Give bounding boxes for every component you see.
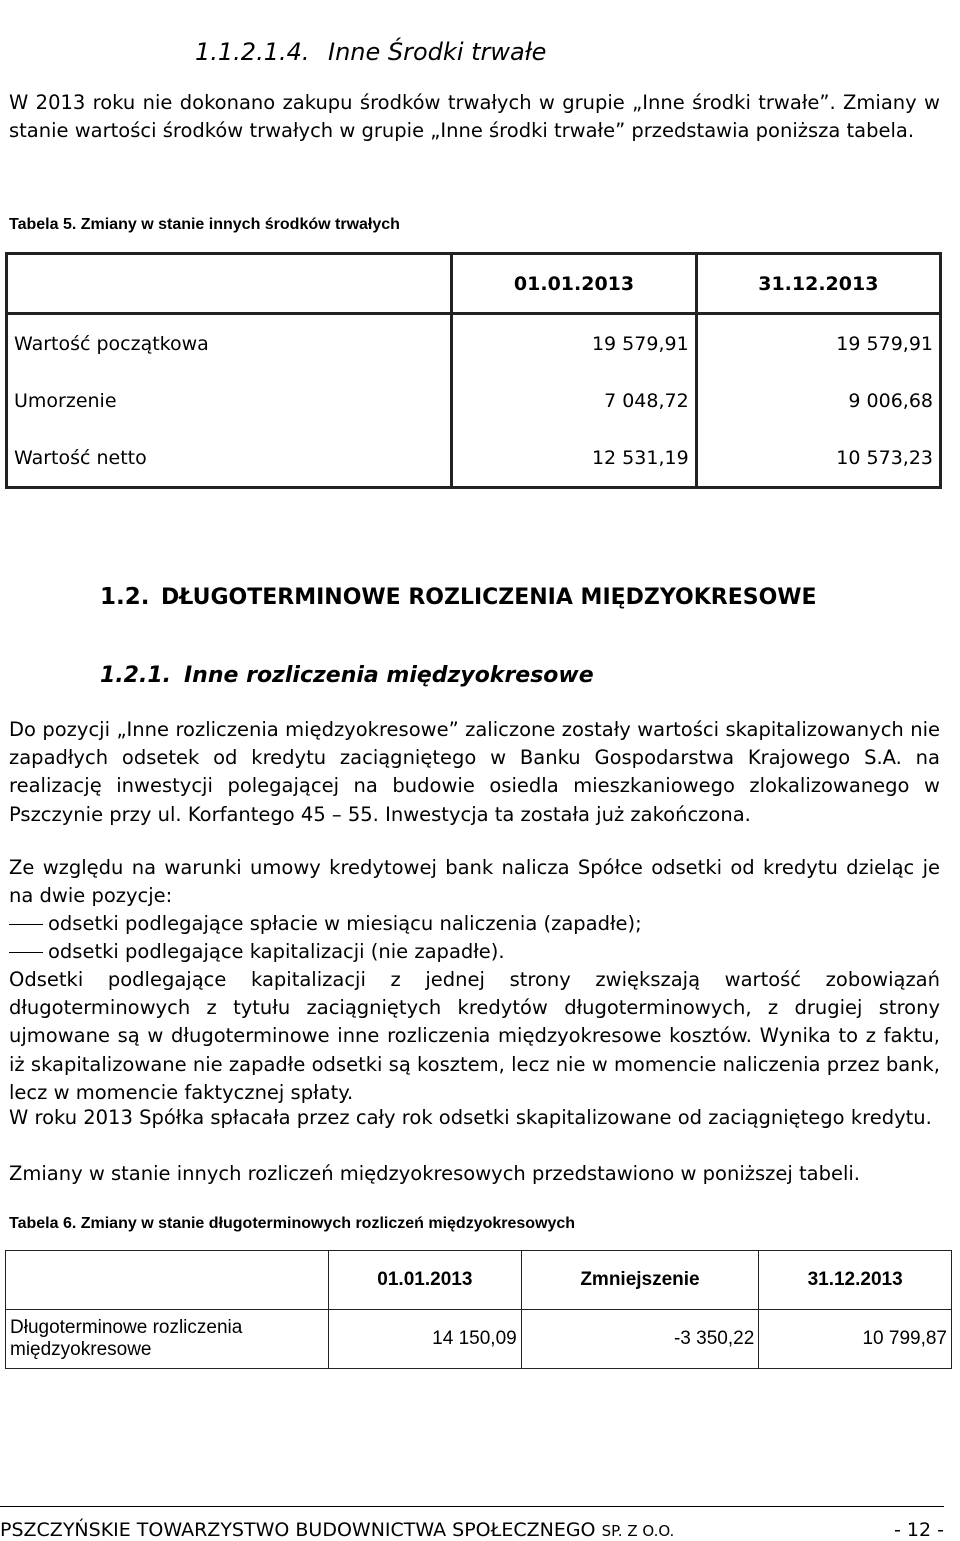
- table-row: [6, 1310, 952, 1369]
- section-number: 1.1.2.1.4.: [195, 38, 310, 66]
- table5-header-blank: [7, 254, 452, 314]
- bullet-item-1: [9, 910, 940, 938]
- bullet-text: odsetki podlegające spłacie w miesiącu naliczenia (zapadłe);: [48, 912, 642, 935]
- footer-company-suffix: SP. Z O.O.: [601, 1522, 675, 1540]
- dash-bullet-icon: [9, 924, 43, 925]
- bullet-text: odsetki podlegające kapitalizacji (nie zapadłe).: [48, 940, 505, 963]
- dash-bullet-icon: [9, 952, 43, 953]
- row-change-value: -3 350,22: [521, 1310, 759, 1369]
- section-title: DŁUGOTERMINOWE ROZLICZENIA MIĘDZYOKRESOWE: [161, 585, 817, 610]
- section-heading-1-2-1: [100, 663, 594, 688]
- row-label: Wartość netto: [7, 429, 452, 488]
- table6: [5, 1250, 952, 1369]
- table-row: [7, 372, 941, 429]
- row-end-value: 19 579,91: [696, 314, 940, 373]
- footer-company: PSZCZYŃSKIE TOWARZYSTWO BUDOWNICTWA SPOŁECZNEGO: [0, 1519, 596, 1541]
- table6-header-change: Zmniejszenie: [521, 1251, 759, 1310]
- table5-header-start: 01.01.2013: [452, 254, 696, 314]
- section-heading-1-1-2-1-4: [195, 38, 546, 66]
- row-start-value: 7 048,72: [452, 372, 696, 429]
- table6-header-end: 31.12.2013: [759, 1251, 952, 1310]
- section-heading-1-2: [100, 584, 817, 610]
- paragraph-2: Ze względu na warunki umowy kredytowej bank nalicza Spółce odsetki od kredytu dzieląc je na dwie pozycje:: [9, 856, 940, 908]
- row-start-value: 12 531,19: [452, 429, 696, 488]
- section-number: 1.2.1.: [100, 663, 171, 688]
- table-row: [7, 429, 941, 488]
- row-end-value: 10 573,23: [696, 429, 940, 488]
- row-start-value: 14 150,09: [329, 1310, 522, 1369]
- table5: [5, 252, 942, 489]
- table5-caption: Tabela 5. Zmiany w stanie innych środków trwałych: [9, 216, 400, 233]
- table5-header-end: 31.12.2013: [696, 254, 940, 314]
- intro-paragraph: W 2013 roku nie dokonano zakupu środków trwałych w grupie „Inne środki trwałe”. Zmiany w stanie wartości środków trwałych w grupie „Inne środki trwałe” przedstawia poniższa tabela.: [9, 91, 940, 143]
- table6-caption: Tabela 6. Zmiany w stanie długoterminowych rozliczeń międzyokresowych: [9, 1215, 576, 1232]
- table6-header-row: [6, 1251, 952, 1310]
- row-start-value: 19 579,91: [452, 314, 696, 373]
- row-end-value: 9 006,68: [696, 372, 940, 429]
- paragraph-4: W roku 2013 Spółka spłacała przez cały rok odsetki skapitalizowane od zaciągniętego kredytu.: [9, 1106, 932, 1129]
- table-row: [7, 314, 941, 373]
- paragraph-5: Zmiany w stanie innych rozliczeń międzyokresowych przedstawiono w poniższej tabeli.: [9, 1162, 861, 1185]
- table6-header-blank: [6, 1251, 329, 1310]
- table6-header-start: 01.01.2013: [329, 1251, 522, 1310]
- row-label: Wartość początkowa: [7, 314, 452, 373]
- table5-header-row: [7, 254, 941, 314]
- section-title: Inne Środki trwałe: [328, 38, 547, 66]
- page-number: - 12 -: [894, 1519, 944, 1541]
- row-end-value: 10 799,87: [759, 1310, 952, 1369]
- section-title: Inne rozliczenia międzyokresowe: [184, 663, 594, 688]
- page-footer: [0, 1506, 944, 1541]
- row-label: Długoterminowe rozliczenia międzyokresowe: [6, 1310, 329, 1369]
- paragraph-1: Do pozycji „Inne rozliczenia międzyokresowe” zaliczone zostały wartości skapitalizowanych nie zapadłych odsetek od kredytu zaciągniętego w Banku Gospodarstwa Krajowego S.A. na realizację inwestycji polegającej na budowie osiedla mieszkaniowego zlokalizowanego w Pszczynie przy ul. Korfantego 45 – 55. Inwestycja ta została już zakończona.: [9, 718, 940, 826]
- paragraph-3: Odsetki podlegające kapitalizacji z jednej strony zwiększają wartość zobowiązań długoterminowych z tytułu zaciągniętych kredytów długoterminowych, z drugiej strony ujmowane są w długoterminowe inne rozliczenia międzyokresowe kosztów. Wynika to z faktu, iż skapitalizowane nie zapadłe odsetki są kosztem, lecz nie w momencie naliczenia przez bank, lecz w momencie faktycznej spłaty.: [9, 968, 940, 1104]
- row-label: Umorzenie: [7, 372, 452, 429]
- bullet-item-2: [9, 938, 940, 966]
- section-number: 1.2.: [100, 584, 150, 610]
